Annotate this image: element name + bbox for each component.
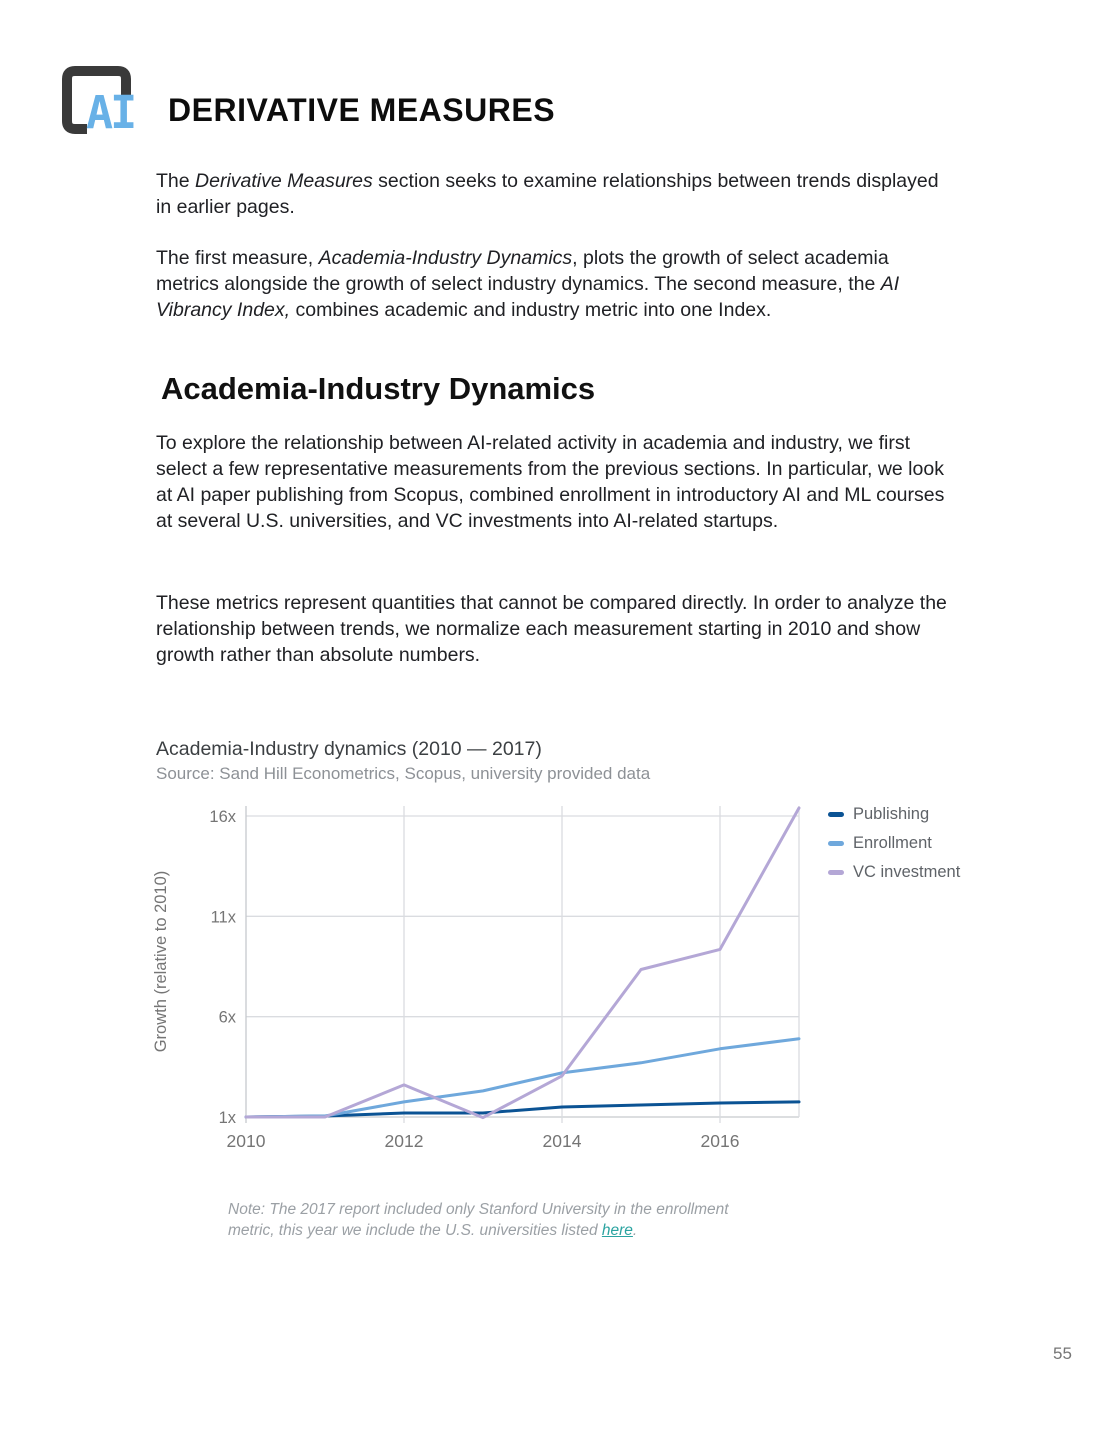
y-tick-label: 6x [218,1008,236,1027]
x-tick-label: 2010 [226,1131,266,1151]
y-tick-label: 11x [210,908,236,927]
ai-index-logo [60,64,146,144]
text-segment-italic: Academia-Industry Dynamics [318,247,573,269]
note-text: Note: The 2017 report included only Stanford University in the enrollment metric, this year we include the U.S. universities listed [228,1200,729,1239]
page-number: 55 [1053,1344,1072,1363]
section-heading: Academia-Industry Dynamics [161,371,596,406]
legend-label: VC investment [853,863,961,881]
text-segment: The first measure, [156,247,319,269]
text-segment-italic: Derivative Measures [195,170,373,192]
section-paragraph-2: These metrics represent quantities that cannot be compared directly. In order to analyze the relationship between trends, we normalize each measurement starting in 2010 and show growth rather than absolute numbers. [156,592,947,666]
legend-label: Enrollment [853,834,932,852]
y-tick-label: 16x [209,808,236,826]
logo-text: AI [86,86,135,139]
section-paragraph-1: To explore the relationship between AI-related activity in academia and industry, we first select a few representative measurements from the previous sections. In particular, we look at AI paper publishing from Scopus, combined enrollment in introductory AI and ML courses at several U.S. universities, and VC investments into AI-related startups. [156,432,945,532]
y-tick-label: 1x [218,1109,236,1127]
series-line-enrollment [246,1039,799,1117]
chart-legend [828,800,960,887]
page-title: DERIVATIVE MEASURES [168,92,556,128]
note-here-link[interactable]: here [601,1221,633,1239]
intro-paragraph-1 [156,168,956,220]
text-segment: , plots the growth of select academia metrics alongside the growth of select industry dynamics. The second measure, the [156,247,889,295]
intro-paragraph-2 [156,245,956,323]
legend-swatch [828,812,844,817]
chart-title: Academia-Industry dynamics (2010 — 2017) [156,738,542,760]
series-line-vc-investment [246,808,799,1118]
legend-item [828,829,960,858]
text-segment: section seeks to examine relationships between trends displayed in earlier pages. [156,170,939,218]
x-tick-label: 2012 [384,1131,424,1151]
text-segment: combines academic and industry metric into one Index. [290,299,772,321]
chart-note [228,1199,773,1241]
y-axis-title: Growth (relative to 2010) [152,870,170,1053]
x-tick-label: 2014 [542,1131,582,1151]
chart-source: Source: Sand Hill Econometrics, Scopus, university provided data [156,764,651,783]
legend-swatch [828,841,844,846]
text-segment-italic: AI Vibrancy Index, [156,273,900,321]
legend-item [828,800,960,829]
legend-item [828,858,960,887]
legend-swatch [828,870,844,875]
note-suffix: . [632,1221,638,1239]
legend-label: Publishing [853,805,930,823]
x-tick-label: 2016 [700,1131,740,1151]
text-segment: The [156,170,196,192]
